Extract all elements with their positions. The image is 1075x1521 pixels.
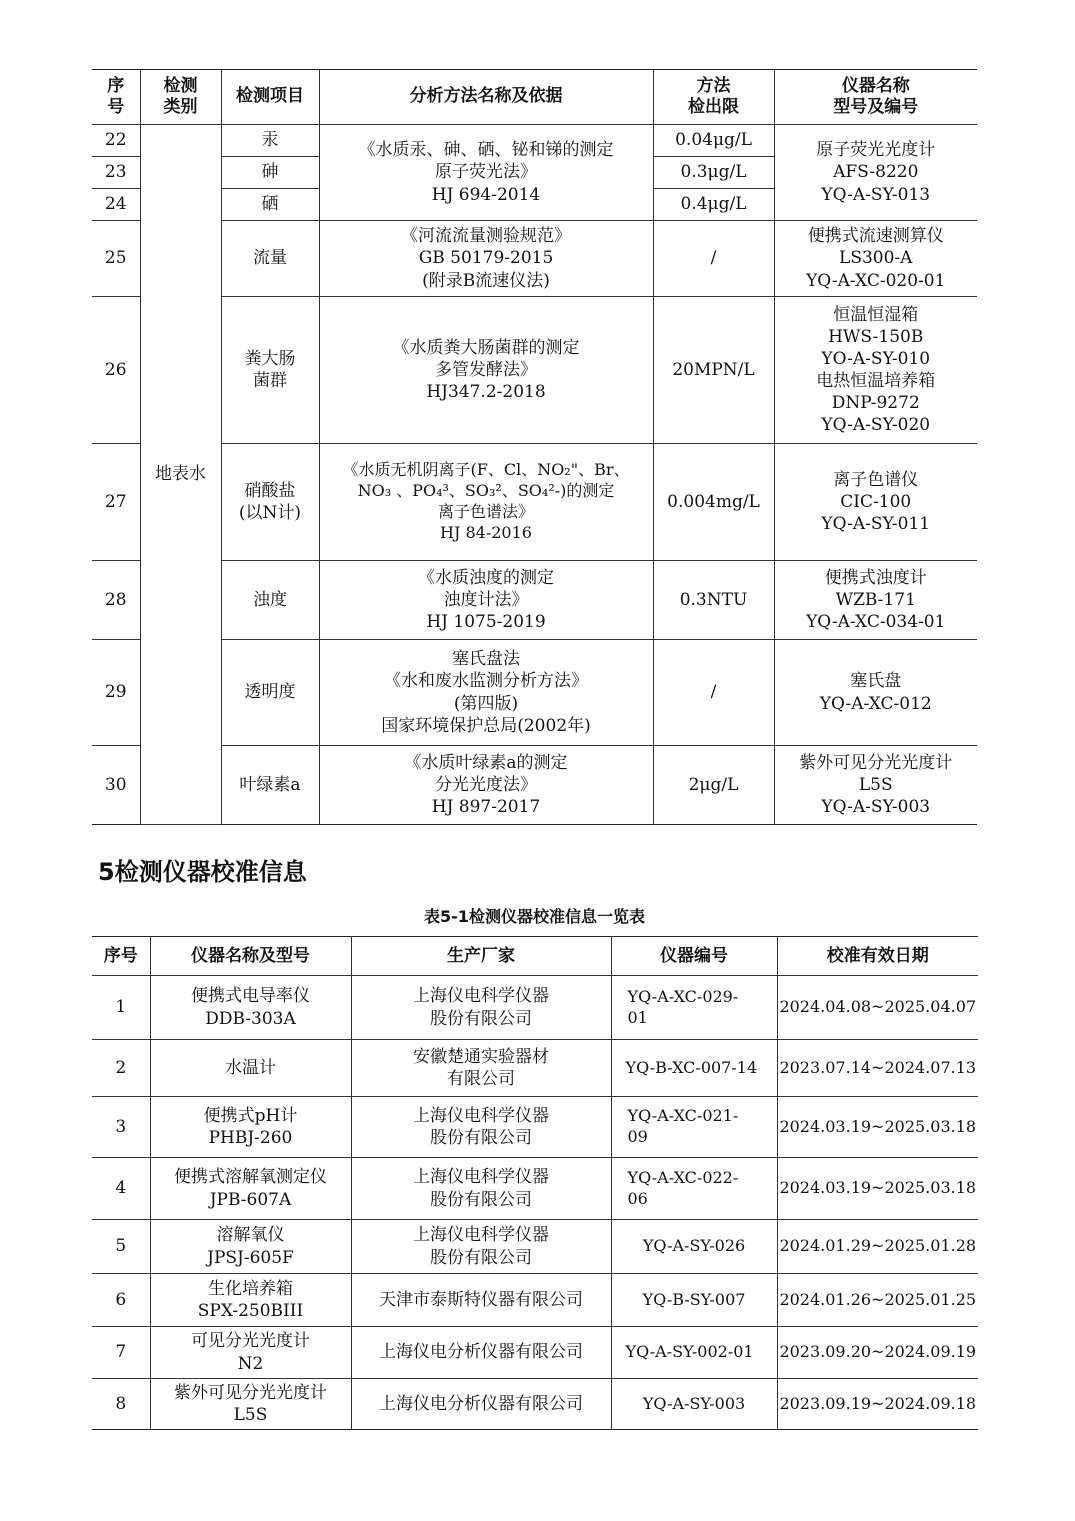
- row-limit: /: [653, 640, 774, 746]
- row-item: 砷: [221, 157, 319, 189]
- row-item: 粪大肠 菌群: [221, 297, 319, 444]
- calibration-table-header: [92, 937, 978, 976]
- row-limit: 0.004mg/L: [653, 444, 774, 561]
- row-instrument: 恒温恒湿箱 HWS-150B YO-A-SY-010 电热恒温培养箱 DNP-9272 YQ-A-SY-020: [774, 297, 977, 444]
- row-maker: 上海仪电分析仪器有限公司: [351, 1379, 611, 1430]
- table-row: [92, 1158, 978, 1220]
- row-limit: 20MPN/L: [653, 297, 774, 444]
- row-seq: 8: [92, 1379, 150, 1430]
- row-code: YQ-A-SY-003: [611, 1379, 777, 1430]
- header-code: 仪器编号: [611, 937, 777, 976]
- row-maker: 上海仪电科学仪器 股份有限公司: [351, 976, 611, 1040]
- category-cell: 地表水: [140, 125, 221, 825]
- row-seq: 3: [92, 1097, 150, 1158]
- row-seq: 7: [92, 1327, 150, 1379]
- row-limit: /: [653, 221, 774, 297]
- row-name: 水温计: [150, 1040, 351, 1097]
- row-seq: 22: [92, 125, 140, 157]
- header-category: 检测 类别: [140, 70, 221, 125]
- row-seq: 25: [92, 221, 140, 297]
- header-item: 检测项目: [221, 70, 319, 125]
- table-row: [92, 561, 977, 640]
- row-item: 叶绿素a: [221, 746, 319, 825]
- table-row: [92, 746, 977, 825]
- table-row: [92, 221, 977, 297]
- row-item: 浊度: [221, 561, 319, 640]
- row-code: YQ-A-SY-026: [611, 1220, 777, 1274]
- table-row: [92, 297, 977, 444]
- row-code: YQ-A-XC-022- 06: [611, 1158, 777, 1220]
- row-method: 《水质粪大肠菌群的测定 多管发酵法》 HJ347.2-2018: [319, 297, 653, 444]
- row-limit: 0.04μg/L: [653, 125, 774, 157]
- row-date: 2024.01.26~2025.01.25: [777, 1274, 978, 1327]
- row-code: YQ-B-XC-007-14: [611, 1040, 777, 1097]
- row-limit: 0.3NTU: [653, 561, 774, 640]
- row-name: 紫外可见分光光度计 L5S: [150, 1379, 351, 1430]
- table-row: [92, 1097, 978, 1158]
- header-seq: 序号: [92, 937, 150, 976]
- row-seq: 26: [92, 297, 140, 444]
- row-code: YQ-A-XC-029- 01: [611, 976, 777, 1040]
- table-row: [92, 1379, 978, 1430]
- row-code: YQ-A-SY-002-01: [611, 1327, 777, 1379]
- row-seq: 4: [92, 1158, 150, 1220]
- row-seq: 1: [92, 976, 150, 1040]
- row-date: 2023.09.19~2024.09.18: [777, 1379, 978, 1430]
- table-row: [92, 125, 977, 157]
- row-seq: 2: [92, 1040, 150, 1097]
- section-title: 5检测仪器校准信息: [98, 858, 307, 886]
- row-limit: 0.4μg/L: [653, 189, 774, 221]
- row-item: 汞: [221, 125, 319, 157]
- row-maker: 上海仪电科学仪器 股份有限公司: [351, 1097, 611, 1158]
- header-limit: 方法 检出限: [653, 70, 774, 125]
- row-method: 《水质无机阴离子(F、Cl、NO₂"、Br、 NO₃ 、PO₄³、SO₃²、SO₄²-)的测定 离子色谱法》 HJ 84-2016: [319, 444, 653, 561]
- row-date: 2023.09.20~2024.09.19: [777, 1327, 978, 1379]
- method-table-header: [92, 70, 977, 125]
- row-name: 溶解氧仪 JPSJ-605F: [150, 1220, 351, 1274]
- table-caption: 表5-1检测仪器校准信息一览表: [424, 907, 645, 926]
- header-seq: 序 号: [92, 70, 140, 125]
- table-row: [92, 976, 978, 1040]
- row-method: 《水质浊度的测定 浊度计法》 HJ 1075-2019: [319, 561, 653, 640]
- row-maker: 安徽楚通实验器材 有限公司: [351, 1040, 611, 1097]
- calibration-table: [92, 936, 978, 1430]
- row-code: YQ-A-XC-021- 09: [611, 1097, 777, 1158]
- row-name: 便携式电导率仪 DDB-303A: [150, 976, 351, 1040]
- row-limit: 0.3μg/L: [653, 157, 774, 189]
- row-limit: 2μg/L: [653, 746, 774, 825]
- row-seq: 28: [92, 561, 140, 640]
- row-instrument: 塞氏盘 YQ-A-XC-012: [774, 640, 977, 746]
- row-seq: 27: [92, 444, 140, 561]
- header-instrument: 仪器名称 型号及编号: [774, 70, 977, 125]
- row-item: 流量: [221, 221, 319, 297]
- row-code: YQ-B-SY-007: [611, 1274, 777, 1327]
- row-date: 2024.03.19~2025.03.18: [777, 1097, 978, 1158]
- row-seq: 6: [92, 1274, 150, 1327]
- row-maker: 天津市泰斯特仪器有限公司: [351, 1274, 611, 1327]
- row-date: 2024.03.19~2025.03.18: [777, 1158, 978, 1220]
- row-method: 《水质汞、砷、硒、铋和锑的测定 原子荧光法》 HJ 694-2014: [319, 125, 653, 221]
- row-date: 2023.07.14~2024.07.13: [777, 1040, 978, 1097]
- row-maker: 上海仪电科学仪器 股份有限公司: [351, 1158, 611, 1220]
- header-date: 校准有效日期: [777, 937, 978, 976]
- row-instrument: 原子荧光光度计 AFS-8220 YQ-A-SY-013: [774, 125, 977, 221]
- row-seq: 30: [92, 746, 140, 825]
- row-item: 硝酸盐 (以N计): [221, 444, 319, 561]
- row-date: 2024.04.08~2025.04.07: [777, 976, 978, 1040]
- header-maker: 生产厂家: [351, 937, 611, 976]
- row-seq: 24: [92, 189, 140, 221]
- table-row: [92, 640, 977, 746]
- row-instrument: 离子色谱仪 CIC-100 YQ-A-SY-011: [774, 444, 977, 561]
- header-name: 仪器名称及型号: [150, 937, 351, 976]
- row-date: 2024.01.29~2025.01.28: [777, 1220, 978, 1274]
- method-table: [92, 69, 977, 825]
- table-row: [92, 1327, 978, 1379]
- table-row: [92, 1274, 978, 1327]
- row-seq: 5: [92, 1220, 150, 1274]
- row-seq: 29: [92, 640, 140, 746]
- row-name: 便携式溶解氧测定仪 JPB-607A: [150, 1158, 351, 1220]
- row-item: 透明度: [221, 640, 319, 746]
- row-instrument: 紫外可见分光光度计 L5S YQ-A-SY-003: [774, 746, 977, 825]
- row-method: 塞氏盘法 《水和废水监测分析方法》 (第四版) 国家环境保护总局(2002年): [319, 640, 653, 746]
- row-instrument: 便携式流速测算仪 LS300-A YQ-A-XC-020-01: [774, 221, 977, 297]
- row-seq: 23: [92, 157, 140, 189]
- table-row: [92, 444, 977, 561]
- row-name: 可见分光光度计 N2: [150, 1327, 351, 1379]
- row-name: 生化培养箱 SPX-250BIII: [150, 1274, 351, 1327]
- table-row: [92, 1040, 978, 1097]
- row-maker: 上海仪电分析仪器有限公司: [351, 1327, 611, 1379]
- row-method: 《河流流量测验规范》 GB 50179-2015 (附录B流速仪法): [319, 221, 653, 297]
- row-item: 硒: [221, 189, 319, 221]
- row-method: 《水质叶绿素a的测定 分光光度法》 HJ 897-2017: [319, 746, 653, 825]
- row-instrument: 便携式浊度计 WZB-171 YQ-A-XC-034-01: [774, 561, 977, 640]
- row-maker: 上海仪电科学仪器 股份有限公司: [351, 1220, 611, 1274]
- row-name: 便携式pH计 PHBJ-260: [150, 1097, 351, 1158]
- table-row: [92, 1220, 978, 1274]
- header-method: 分析方法名称及依据: [319, 70, 653, 125]
